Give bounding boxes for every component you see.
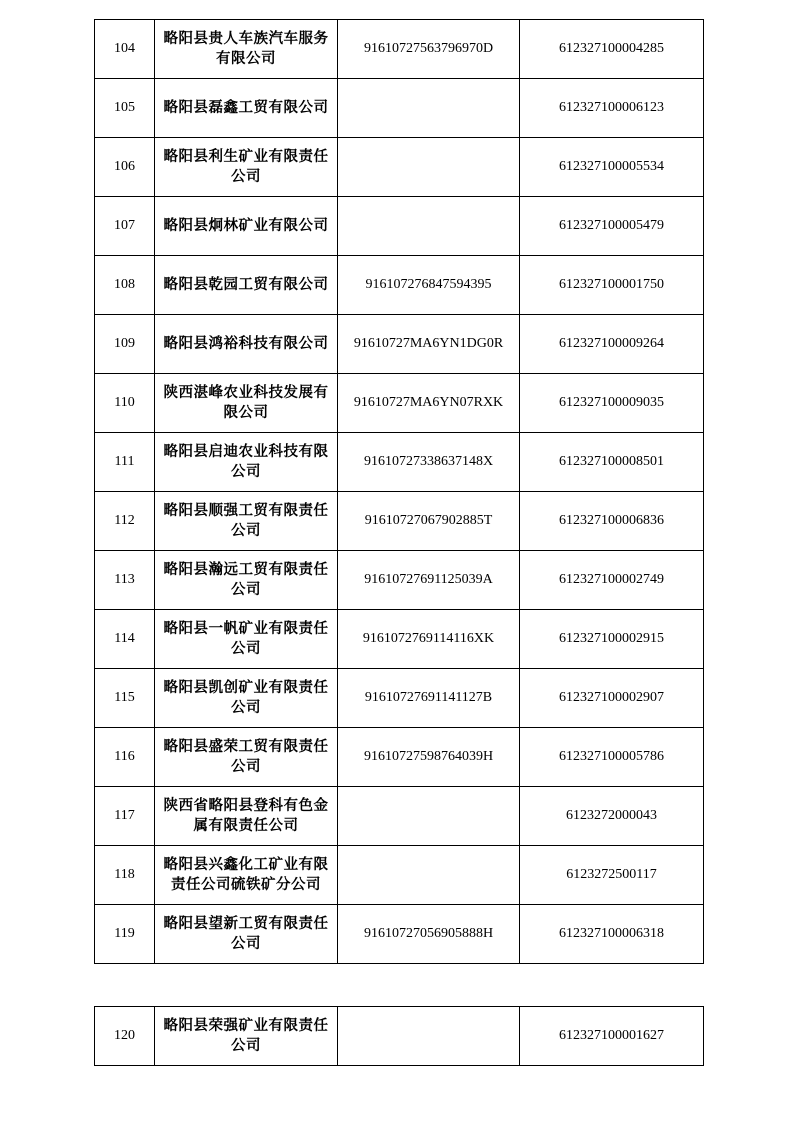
credit-code xyxy=(338,79,520,138)
row-number: 120 xyxy=(95,1007,155,1066)
tax-id: 612327100002907 xyxy=(520,669,704,728)
company-name: 略阳县磊鑫工贸有限公司 xyxy=(155,79,338,138)
company-name: 略阳县望新工贸有限责任公司 xyxy=(155,905,338,964)
row-number: 112 xyxy=(95,492,155,551)
credit-code: 91610727067902885T xyxy=(338,492,520,551)
tax-id: 612327100005479 xyxy=(520,197,704,256)
company-name: 陕西湛峰农业科技发展有限公司 xyxy=(155,374,338,433)
row-number: 108 xyxy=(95,256,155,315)
credit-code: 91610727691141127B xyxy=(338,669,520,728)
credit-code xyxy=(338,197,520,256)
credit-code: 91610727MA6YN1DG0R xyxy=(338,315,520,374)
credit-code: 916107276847594395 xyxy=(338,256,520,315)
tax-id: 612327100008501 xyxy=(520,433,704,492)
credit-code: 91610727MA6YN07RXK xyxy=(338,374,520,433)
credit-code xyxy=(338,787,520,846)
tax-id: 612327100001627 xyxy=(520,1007,704,1066)
table-row xyxy=(95,610,704,669)
table-row xyxy=(95,374,704,433)
tax-id: 612327100006123 xyxy=(520,79,704,138)
tax-id: 612327100009264 xyxy=(520,315,704,374)
row-number: 107 xyxy=(95,197,155,256)
credit-code xyxy=(338,138,520,197)
table-row xyxy=(95,79,704,138)
row-number: 117 xyxy=(95,787,155,846)
table-row xyxy=(95,905,704,964)
company-table-continued xyxy=(94,1006,704,1066)
row-number: 111 xyxy=(95,433,155,492)
tax-id: 612327100004285 xyxy=(520,20,704,79)
table-row xyxy=(95,433,704,492)
company-name: 略阳县鸿裕科技有限公司 xyxy=(155,315,338,374)
tax-id: 612327100005786 xyxy=(520,728,704,787)
row-number: 115 xyxy=(95,669,155,728)
row-number: 105 xyxy=(95,79,155,138)
credit-code xyxy=(338,846,520,905)
company-name: 略阳县炯林矿业有限公司 xyxy=(155,197,338,256)
tax-id: 612327100006836 xyxy=(520,492,704,551)
tax-id: 612327100002915 xyxy=(520,610,704,669)
table-row xyxy=(95,728,704,787)
company-name: 略阳县瀚远工贸有限责任公司 xyxy=(155,551,338,610)
row-number: 114 xyxy=(95,610,155,669)
credit-code: 91610727563796970D xyxy=(338,20,520,79)
credit-code: 91610727691125039A xyxy=(338,551,520,610)
row-number: 110 xyxy=(95,374,155,433)
tax-id: 612327100006318 xyxy=(520,905,704,964)
company-name: 略阳县乾园工贸有限公司 xyxy=(155,256,338,315)
row-number: 116 xyxy=(95,728,155,787)
credit-code: 91610727056905888H xyxy=(338,905,520,964)
company-name: 略阳县凯创矿业有限责任公司 xyxy=(155,669,338,728)
company-name: 略阳县荣强矿业有限责任公司 xyxy=(155,1007,338,1066)
tax-id: 6123272500117 xyxy=(520,846,704,905)
table-row xyxy=(95,138,704,197)
tax-id: 6123272000043 xyxy=(520,787,704,846)
company-name: 略阳县兴鑫化工矿业有限责任公司硫铁矿分公司 xyxy=(155,846,338,905)
company-name: 陕西省略阳县登科有色金属有限责任公司 xyxy=(155,787,338,846)
company-name: 略阳县利生矿业有限责任公司 xyxy=(155,138,338,197)
table-row xyxy=(95,846,704,905)
credit-code: 91610727598764039H xyxy=(338,728,520,787)
row-number: 104 xyxy=(95,20,155,79)
company-name: 略阳县一帆矿业有限责任公司 xyxy=(155,610,338,669)
company-name: 略阳县顺强工贸有限责任公司 xyxy=(155,492,338,551)
tax-id: 612327100005534 xyxy=(520,138,704,197)
table-row xyxy=(95,20,704,79)
credit-code: 91610727338637148X xyxy=(338,433,520,492)
table-row xyxy=(95,256,704,315)
credit-code xyxy=(338,1007,520,1066)
table-row xyxy=(95,197,704,256)
table-row xyxy=(95,492,704,551)
tax-id: 612327100009035 xyxy=(520,374,704,433)
row-number: 106 xyxy=(95,138,155,197)
table-row xyxy=(95,1007,704,1066)
row-number: 118 xyxy=(95,846,155,905)
table-row xyxy=(95,787,704,846)
row-number: 119 xyxy=(95,905,155,964)
row-number: 109 xyxy=(95,315,155,374)
credit-code: 9161072769114116XK xyxy=(338,610,520,669)
company-table xyxy=(94,19,704,964)
table-row xyxy=(95,551,704,610)
table-row xyxy=(95,669,704,728)
company-name: 略阳县贵人车族汽车服务有限公司 xyxy=(155,20,338,79)
row-number: 113 xyxy=(95,551,155,610)
tax-id: 612327100001750 xyxy=(520,256,704,315)
company-name: 略阳县盛荣工贸有限责任公司 xyxy=(155,728,338,787)
table-row xyxy=(95,315,704,374)
company-name: 略阳县启迪农业科技有限公司 xyxy=(155,433,338,492)
tax-id: 612327100002749 xyxy=(520,551,704,610)
